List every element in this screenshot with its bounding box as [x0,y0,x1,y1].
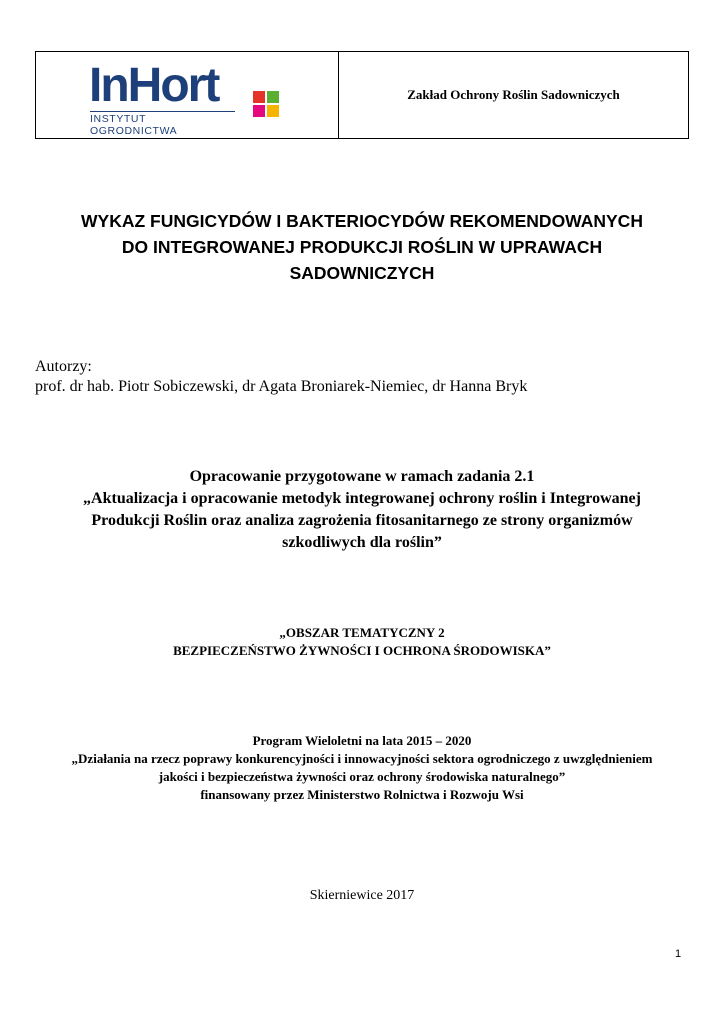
logo-square-green [267,91,279,103]
area-line: BEZPIECZEŃSTWO ŻYWNOŚCI I OCHRONA ŚRODOWISKA” [173,643,551,658]
department-name: Zakład Ochrony Roślin Sadowniczych [407,87,620,102]
place-year: Skierniewice 2017 [309,888,415,903]
logo-square-yellow [267,105,279,117]
authors-names: prof. dr hab. Piotr Sobiczewski, dr Agata Broniarek-Niemiec, dr Hanna Bryk [35,378,528,395]
area-line: „OBSZAR TEMATYCZNY 2 [279,625,445,640]
title-line: DO INTEGROWANEJ PRODUKCJI ROŚLIN W UPRAWACH [121,237,603,257]
logo-square-red [253,91,265,103]
area-block [20,624,704,660]
title-line: WYKAZ FUNGICYDÓW I BAKTERIOCYDÓW REKOMENDOWANYCH [81,211,643,231]
authors-section [35,357,695,397]
program-line: Program Wieloletni na lata 2015 – 2020 [252,733,472,748]
title-line: SADOWNICZYCH [289,263,435,283]
task-line: szkodliwych dla roślin” [282,534,442,551]
task-line: Produkcji Roślin oraz analiza zagrożenia fitosanitarnego ze strony organizmów [91,512,633,529]
inhort-logo [89,59,279,137]
logo-square-magenta [253,105,265,117]
authors-label: Autorzy: [35,358,92,375]
header-table [35,51,689,139]
page-number: 1 [675,948,682,960]
program-line: „Działania na rzecz poprawy konkurencyjności i innowacyjności sektora ogrodniczego z uwzględnieniem [71,751,653,766]
header-logo-cell [36,52,339,138]
logo-wordmark: InHort [89,59,219,112]
task-line: „Aktualizacja i opracowanie metodyk integrowanej ochrony roślin i Integrowanej [83,490,641,507]
logo-subtitle: INSTYTUT OGRODNICTWA [90,111,235,137]
program-block [20,732,704,804]
program-line: finansowany przez Ministerstwo Rolnictwa i Rozwoju Wsi [200,787,524,802]
task-block [20,466,704,554]
document-title [35,208,689,286]
program-line: jakości i bezpieczeństwa żywności oraz ochrony środowiska naturalnego” [158,769,566,784]
task-line: Opracowanie przygotowane w ramach zadania 2.1 [189,468,535,485]
